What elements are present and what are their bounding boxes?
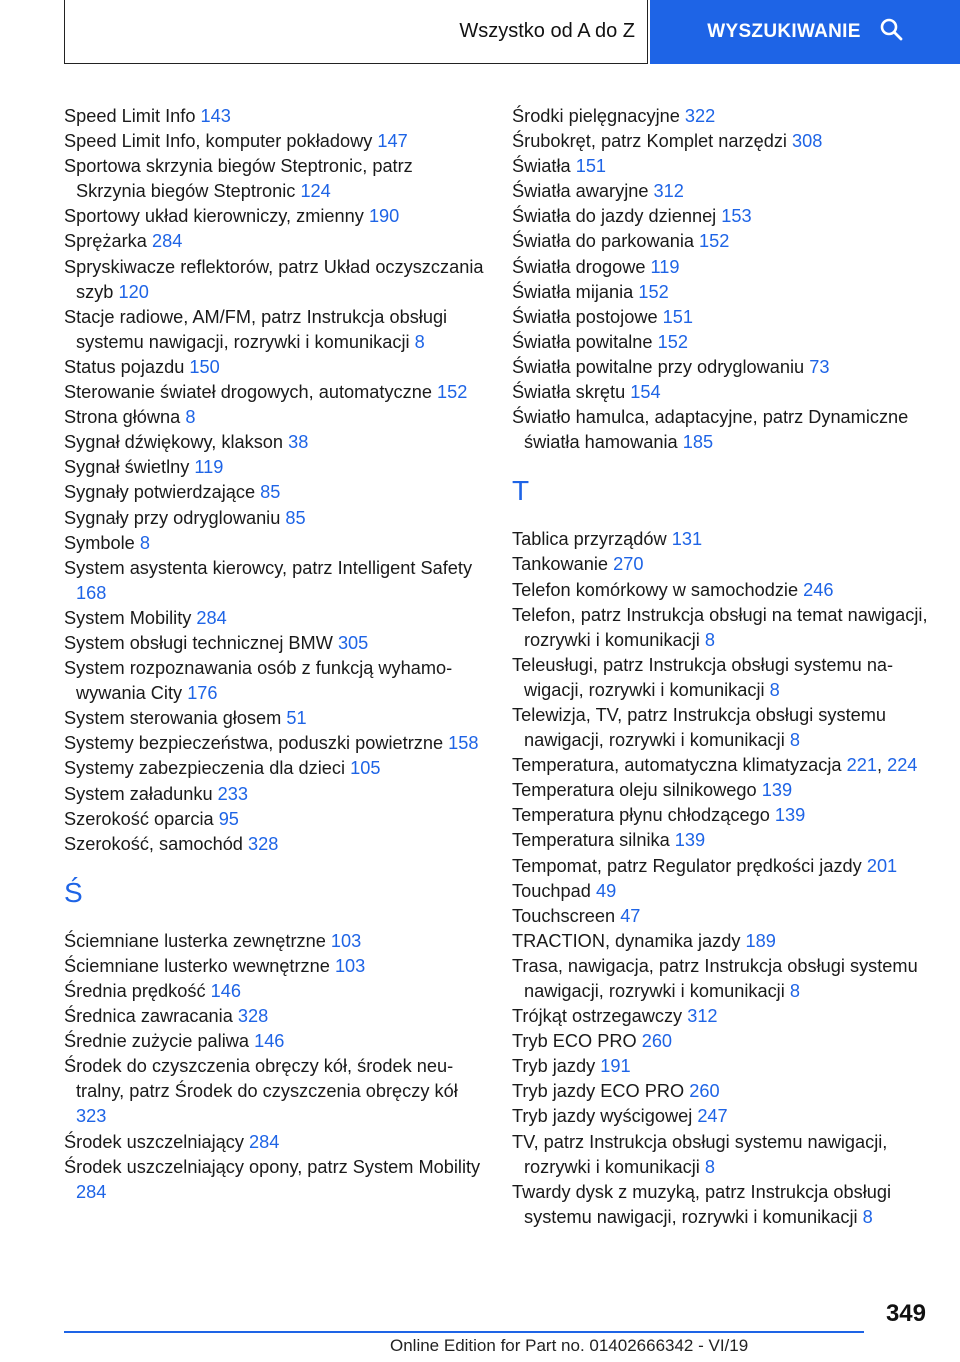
index-entry: [512, 552, 932, 577]
index-entry-term: Touchpad: [512, 880, 591, 901]
page-link[interactable]: 146: [210, 981, 241, 1001]
index-entry-term: Telewizja, TV, patrz Instrukcja obsługi systemu nawigacji, rozrywki i komunikacji: [512, 704, 887, 751]
page-link[interactable]: 8: [789, 981, 800, 1001]
page-link[interactable]: 201: [866, 855, 898, 876]
index-entry: [512, 954, 932, 1004]
index-entry-term: Ściemniane lusterko wewnętrzne: [64, 955, 330, 976]
index-entry: [64, 229, 484, 254]
index-entry: [64, 832, 484, 857]
index-entry-term: Tempomat, patrz Regulator prędkości jazdy: [512, 855, 862, 876]
index-entry: [512, 527, 932, 552]
page-link[interactable]: 305: [337, 632, 369, 653]
page-link[interactable]: 247: [697, 1106, 728, 1127]
page-link[interactable]: 73: [809, 356, 830, 377]
index-entry: [64, 455, 484, 480]
page-link[interactable]: 119: [650, 256, 680, 277]
search-icon: [879, 17, 903, 47]
page-link[interactable]: 284: [249, 1131, 280, 1152]
index-entry: [512, 879, 932, 904]
index-entry-term: Sygnały potwierdzające: [64, 482, 256, 503]
index-entry-term: Średnia prędkość: [64, 981, 206, 1001]
page-link[interactable]: 146: [254, 1031, 285, 1052]
page-link[interactable]: 8: [414, 331, 425, 352]
index-entry: [64, 1054, 484, 1129]
index-entry-term: Tryb jazdy: [512, 1056, 596, 1077]
index-entry: [512, 255, 932, 280]
index-entry-term: Światła do parkowania: [512, 231, 694, 252]
index-entry: [512, 1130, 932, 1180]
page-link[interactable]: 153: [721, 206, 752, 227]
index-entry-term: Środek uszczelniający: [64, 1131, 244, 1152]
page-link[interactable]: 139: [774, 805, 806, 826]
index-entry: [64, 405, 484, 430]
index-entry: [64, 807, 484, 832]
index-entry-term: Średnica zawracania: [64, 1006, 233, 1027]
search-tab-label: WYSZUKIWANIE: [707, 21, 861, 42]
index-column-right: [512, 104, 932, 1230]
index-entry: [512, 703, 932, 753]
index-entry: [64, 782, 484, 807]
index-entry-term: Śrubokręt, patrz Komplet narzędzi: [512, 131, 787, 152]
index-entry-term: Światła drogowe: [512, 256, 646, 277]
index-entry: [512, 653, 932, 703]
index-entry: [64, 204, 484, 229]
index-entry: [512, 803, 932, 828]
page-link[interactable]: 246: [803, 579, 834, 600]
page-link[interactable]: 103: [334, 955, 366, 976]
page-link[interactable]: 8: [789, 730, 800, 751]
index-entry: [64, 556, 484, 606]
page-link[interactable]: 139: [761, 780, 793, 801]
index-entry: [512, 229, 932, 254]
index-entry: [512, 355, 932, 380]
footer-divider: [64, 1331, 864, 1333]
index-entry: [512, 280, 932, 305]
index-entry-term: Szerokość, samochód: [64, 833, 243, 854]
index-entry: [64, 656, 484, 706]
search-tab[interactable]: [650, 0, 960, 64]
page-link[interactable]: 95: [218, 808, 239, 829]
index-entry-term: Sportowy układ kierowniczy, zmienny: [64, 206, 364, 227]
tab-all-a-to-z[interactable]: [64, 0, 648, 64]
index-entry: [512, 1054, 932, 1079]
index-entry-term: Sterowanie świateł drogowych, automatyczne: [64, 382, 432, 403]
page-link[interactable]: 131: [671, 529, 703, 550]
index-entry: [512, 179, 932, 204]
index-entry: [64, 531, 484, 556]
index-entry: [512, 1004, 932, 1029]
page-link[interactable]: 260: [689, 1081, 720, 1102]
index-entry-term: Środek uszczelniający opony, patrz System Mobility: [64, 1156, 481, 1177]
index-entry-term: System sterowania głosem: [64, 708, 282, 729]
page-link[interactable]: 143: [200, 106, 231, 126]
page-link[interactable]: 221: [846, 755, 877, 776]
index-entry-term: Światła postojowe: [512, 306, 658, 327]
page-link[interactable]: 47: [620, 905, 641, 926]
index-entry-term: Światła powitalne: [512, 331, 653, 352]
page-link[interactable]: 8: [704, 629, 716, 650]
index-entry: [64, 731, 484, 756]
index-entry-term: Szerokość oparcia: [64, 808, 214, 829]
page-link[interactable]: 168: [76, 582, 107, 603]
index-entry: [64, 1004, 484, 1029]
index-entry: [512, 129, 932, 154]
page-link[interactable]: 284: [151, 231, 183, 252]
index-entry-term: Telefon, patrz Instrukcja obsługi na temat nawigacji, rozrywki i komunikacji: [512, 604, 928, 650]
index-entry-term: Symbole: [64, 532, 135, 553]
page-link[interactable]: 151: [575, 156, 607, 177]
page-link[interactable]: 312: [653, 181, 684, 202]
index-entry-term: System załadunku: [64, 783, 213, 804]
index-entry: [64, 954, 484, 979]
index-entry-term: Sportowa skrzynia biegów Steptronic, patrz Skrzynia biegów Steptronic: [64, 156, 413, 202]
page-link[interactable]: 8: [185, 407, 196, 428]
index-entry-term: TV, patrz Instrukcja obsługi systemu nawigacji, rozrywki i komunikacji: [512, 1131, 888, 1177]
page-link[interactable]: 154: [630, 382, 661, 403]
index-entry: [512, 603, 932, 653]
index-column-left: [64, 104, 484, 1205]
page-link[interactable]: 322: [684, 106, 716, 126]
page-link[interactable]: 8: [862, 1206, 873, 1227]
page-link[interactable]: 233: [217, 783, 249, 804]
page-link[interactable]: 152: [437, 382, 468, 403]
page-link[interactable]: 139: [674, 830, 706, 851]
index-entry-term: Twardy dysk z muzyką, patrz Instrukcja obsługi systemu nawigacji, rozrywki i komunikacji: [512, 1181, 892, 1227]
page-number: 349: [885, 1300, 926, 1327]
index-entry-term: Światła powitalne przy odryglowaniu: [512, 356, 805, 377]
page-link[interactable]: 147: [377, 131, 408, 152]
page-link[interactable]: 312: [687, 1006, 718, 1027]
index-entry-term: Temperatura oleju silnikowego: [512, 780, 757, 801]
index-entry: [64, 929, 484, 954]
footer-edition: Online Edition for Part no. 01402666342 - VI/19: [390, 1336, 749, 1355]
index-entry: [64, 480, 484, 505]
index-entry: [64, 631, 484, 656]
page-link[interactable]: 120: [118, 281, 149, 302]
page-link[interactable]: 85: [260, 482, 281, 503]
page-link[interactable]: 8: [139, 532, 150, 553]
page-link[interactable]: 105: [350, 758, 381, 779]
index-entry-term: Światło hamulca, adaptacyjne, patrz Dynamiczne światła hamowania: [512, 407, 909, 453]
index-entry: [512, 380, 932, 405]
page-link[interactable]: 49: [595, 880, 617, 901]
page-link[interactable]: 284: [76, 1181, 107, 1202]
index-entry: [512, 104, 932, 129]
page-link[interactable]: 323: [76, 1106, 107, 1127]
page-link[interactable]: 260: [641, 1031, 673, 1052]
index-entry: [512, 1180, 932, 1230]
index-entry: Temperatura, automatyczna klimatyzacja 221, 224: [512, 755, 918, 776]
page-link[interactable]: 51: [286, 708, 307, 729]
page-link[interactable]: 152: [657, 331, 688, 352]
index-entry-term: Trasa, nawigacja, patrz Instrukcja obsługi systemu nawigacji, rozrywki i komunikacji: [512, 955, 918, 1001]
index-entry: [64, 255, 484, 305]
index-entry-term: Środek do czyszczenia obręczy kół, środek neutralny, patrz Środek do czyszczenia obręczy kół: [64, 1056, 458, 1102]
index-entry-term: Temperatura, automatyczna klimatyzacja: [512, 755, 842, 776]
index-entry: [512, 305, 932, 330]
page-link[interactable]: 152: [699, 231, 730, 252]
index-entry-term: Średnie zużycie paliwa: [64, 1031, 250, 1052]
index-entry-term: TRACTION, dynamika jazdy: [512, 930, 741, 951]
page-link[interactable]: 176: [187, 683, 218, 704]
index-entry: [512, 778, 932, 803]
index-entry: [64, 380, 484, 405]
index-entry-term: Światła: [512, 156, 571, 177]
page-link[interactable]: 308: [792, 131, 823, 152]
page-link[interactable]: 119: [194, 457, 224, 478]
index-entry-term: Światła do jazdy dziennej: [512, 206, 717, 227]
index-entry-term: Strona główna: [64, 407, 181, 428]
tab-all-a-to-z-label: Wszystko od A do Z: [459, 20, 635, 42]
index-entry: [512, 929, 932, 954]
index-entry: [64, 606, 484, 631]
index-entry-term: Sprężarka: [64, 231, 147, 252]
page-link[interactable]: 191: [600, 1056, 631, 1077]
index-entry: [64, 129, 484, 154]
index-entry: [512, 405, 932, 455]
page-link[interactable]: 8: [704, 1156, 716, 1177]
index-entry-term: Temperatura płynu chłodzącego: [512, 805, 770, 826]
page-link[interactable]: 185: [682, 432, 714, 453]
index-entry: [512, 854, 932, 879]
page-link[interactable]: 152: [638, 281, 669, 302]
page-link[interactable]: 85: [285, 507, 306, 528]
index-entry-term: Spryskiwacze reflektorów, patrz Układ oczyszczania szyb: [64, 256, 484, 302]
index-entry-term: Tryb jazdy ECO PRO: [512, 1081, 685, 1102]
index-entry-term: Speed Limit Info, komputer pokładowy: [64, 131, 373, 152]
index-entry-term: Tryb ECO PRO: [512, 1031, 637, 1052]
index-letter-heading: Ś: [64, 876, 83, 908]
page-link[interactable]: 284: [196, 607, 227, 628]
index-entry: [512, 578, 932, 603]
index-entry: [64, 305, 484, 355]
index-entry: [64, 154, 484, 204]
index-entry: [64, 430, 484, 455]
index-entry: [64, 979, 484, 1004]
index-entry-term: Speed Limit Info: [64, 106, 196, 126]
page-link[interactable]: 158: [448, 733, 479, 754]
index-entry-term: Touchscreen: [512, 905, 616, 926]
index-entry: [512, 154, 932, 179]
index-entry: [512, 904, 932, 929]
index-entry-term: Systemy bezpieczeństwa, poduszki powietrzne: [64, 733, 444, 754]
page-link[interactable]: 190: [368, 206, 400, 227]
index-entry-term: Trójkąt ostrzegawczy: [512, 1006, 683, 1027]
index-entry-term: Światła mijania: [512, 281, 634, 302]
page-link[interactable]: 224: [887, 755, 918, 776]
index-entry-term: Tankowanie: [512, 554, 609, 575]
index-entry-term: Tablica przyrządów: [512, 529, 667, 550]
index-entry: [64, 104, 484, 129]
index-entry-term: Telefon komórkowy w samochodzie: [512, 579, 799, 600]
page-link[interactable]: 189: [745, 930, 776, 951]
index-letter-heading: T: [512, 475, 530, 507]
index-entry-term: Światła skrętu: [512, 382, 626, 403]
page-link[interactable]: 328: [248, 833, 279, 854]
page-link[interactable]: 103: [330, 930, 362, 951]
index-entry: [64, 1130, 484, 1155]
page-link[interactable]: 124: [300, 181, 331, 202]
index-entry: [64, 355, 484, 380]
index-entry-term: Światła awaryjne: [512, 181, 649, 202]
index-entry: [64, 1155, 484, 1205]
index-entry: [512, 1029, 932, 1054]
index-entry: [64, 1029, 484, 1054]
index-entry-term: System obsługi technicznej BMW: [64, 632, 333, 653]
index-entry-term: Ściemniane lusterka zewnętrzne: [64, 930, 326, 951]
index-entry-term: Systemy zabezpieczenia dla dzieci: [64, 758, 346, 779]
index-entry-term: Status pojazdu: [64, 356, 185, 377]
index-entry-term: Środki pielęgnacyjne: [512, 106, 680, 126]
index-entry-term: Teleusługi, patrz Instrukcja obsługi systemu nawigacji, rozrywki i komunikacji: [512, 654, 894, 700]
index-entry-term: Sygnały przy odryglowaniu: [64, 507, 281, 528]
page-link[interactable]: 38: [288, 432, 309, 453]
index-entry: [512, 1104, 932, 1129]
page-link[interactable]: 151: [662, 306, 694, 327]
index-entry-term: System rozpoznawania osób z funkcją wyhamowywania City: [64, 658, 453, 704]
index-entry: [64, 756, 484, 781]
index-entry: [512, 828, 932, 853]
index-entry-term: Temperatura silnika: [512, 830, 670, 851]
page-link[interactable]: 150: [189, 356, 220, 377]
index-entry-term: Tryb jazdy wyścigowej: [512, 1106, 693, 1127]
index-entry-term: Sygnał świetlny: [64, 457, 190, 478]
page-link[interactable]: 8: [769, 679, 780, 700]
index-entry: [64, 706, 484, 731]
page-link[interactable]: 270: [613, 554, 644, 575]
index-entry: [64, 506, 484, 531]
index-entry: [512, 1079, 932, 1104]
index-entry-term: System Mobility: [64, 607, 192, 628]
index-entry-term: Stacje radiowe, AM/FM, patrz Instrukcja obsługi systemu nawigacji, rozrywki i komunikacji: [64, 306, 448, 352]
index-entry-term: Sygnał dźwiękowy, klakson: [64, 432, 284, 453]
index-entry: [512, 204, 932, 229]
index-entry-term: System asystenta kierowcy, patrz Intelligent Safety: [64, 557, 473, 578]
page-link[interactable]: 328: [237, 1006, 269, 1027]
index-entry: [512, 330, 932, 355]
